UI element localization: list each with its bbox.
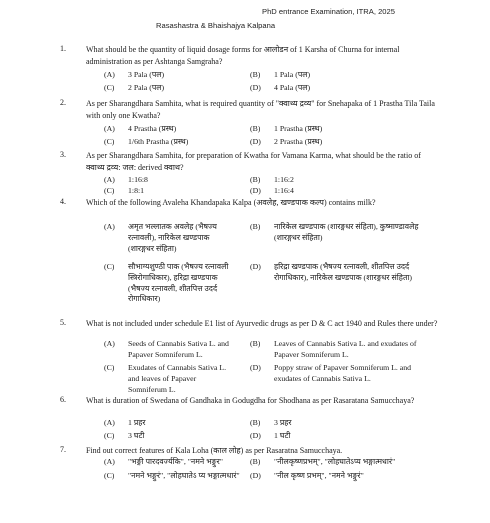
option-label: (C) bbox=[104, 186, 115, 195]
option-text: हरिद्रा खण्डपाक (भैषज्य रत्नावली, शीतपित्त उदर्द रोगाधिकार), नारिकेल खण्डपाक (शारङ्गधर संहिता) bbox=[274, 262, 413, 282]
option-label: (B) bbox=[250, 70, 261, 79]
option-label: (B) bbox=[250, 222, 261, 231]
option-text: 1 Prastha (प्रस्थ) bbox=[274, 124, 323, 133]
question-number: 6. bbox=[60, 395, 66, 404]
option-label: (A) bbox=[104, 418, 115, 427]
option-text: 1:8:1 bbox=[128, 186, 145, 195]
option-text: 1:16:2 bbox=[274, 175, 294, 184]
option-text: 2 Prastha (प्रस्थ) bbox=[274, 137, 323, 146]
option-text: 1/6th Prastha (प्रस्थ) bbox=[128, 137, 189, 146]
question-text: What is duration of Swedana of Gandhaka in Godugdha for Shodhana as per Rasaratana Samucchaya? bbox=[86, 396, 415, 405]
option-text: 1 प्रहर bbox=[128, 418, 146, 427]
option-text: "नील कृष्ण प्रभम्", "नमने भङ्गुरं" bbox=[274, 471, 364, 480]
option-label: (D) bbox=[250, 471, 261, 480]
option-label: (C) bbox=[104, 363, 115, 372]
option-label: (D) bbox=[250, 137, 261, 146]
question-number: 4. bbox=[60, 197, 66, 206]
option-label: (B) bbox=[250, 175, 261, 184]
subject-title: Rasashastra & Bhaishajya Kalpana bbox=[156, 21, 276, 30]
option-label: (A) bbox=[104, 124, 115, 133]
option-label: (D) bbox=[250, 431, 261, 440]
option-text: 1:16:8 bbox=[128, 175, 148, 184]
option-text: 4 Prastha (प्रस्थ) bbox=[128, 124, 177, 133]
question-text: What should be the quantity of liquid dosage forms for आलोडन of 1 Karsha of Churna for internal administration as per Ashtanga Samgraha? bbox=[86, 45, 400, 66]
option-label: (B) bbox=[250, 418, 261, 427]
option-label: (C) bbox=[104, 431, 115, 440]
option-label: (C) bbox=[104, 262, 115, 271]
exam-title: PhD entrance Examination, ITRA, 2025 bbox=[262, 7, 395, 16]
question-text: As per Sharangdhara Samhita, for preparation of Kwatha for Vamana Karma, what should be the ratio of क्वाथ्य द्रव्य: जल: derived क्वाथ? bbox=[86, 151, 421, 172]
option-text: Exudates of Cannabis Sativa L. and leaves of Papaver Somniferum L. bbox=[128, 363, 227, 394]
option-text: 1:16:4 bbox=[274, 186, 294, 195]
option-label: (C) bbox=[104, 83, 115, 92]
option-text: "नीलकृष्णप्रभम्", "लोहघातेऽप्य भङ्गात्मधारं" bbox=[274, 457, 396, 466]
option-text: नारिकेल खण्डपाक (शारङ्गधर संहिता), कुष्माण्डावलेह (शारङ्गधर संहिता) bbox=[274, 222, 419, 242]
question-number: 5. bbox=[60, 318, 66, 327]
option-text: 3 प्रहर bbox=[274, 418, 292, 427]
question-text: What is not included under schedule E1 list of Ayurvedic drugs as per D & C act 1940 and Rules there under? bbox=[86, 319, 438, 328]
option-label: (C) bbox=[104, 137, 115, 146]
option-label: (A) bbox=[104, 175, 115, 184]
option-label: (A) bbox=[104, 222, 115, 231]
question-text: Which of the following Avaleha Khandapaka Kalpa (अवलेह, खण्डपाक कल्प) contains milk? bbox=[86, 198, 376, 207]
option-label: (C) bbox=[104, 471, 115, 480]
option-text: 1 Pala (पल) bbox=[274, 70, 311, 79]
question-text: As per Sharangdhara Samhita, what is required quantity of "क्वाथ्य द्रव्य" for Snehapaka of 1 Prastha Tila Taila with only one Kwatha? bbox=[86, 99, 435, 120]
option-label: (B) bbox=[250, 457, 261, 466]
option-text: "नमने भङ्गुरं", "लोहघातेऽ प्य भङ्गात्मधारं" bbox=[128, 471, 240, 480]
option-text: 3 घटी bbox=[128, 431, 145, 440]
option-label: (A) bbox=[104, 70, 115, 79]
option-text: Leaves of Cannabis Sativa L. and exudates of Papaver Somniferum L. bbox=[274, 339, 417, 359]
question-number: 3. bbox=[60, 150, 66, 159]
option-label: (B) bbox=[250, 124, 261, 133]
option-text: Poppy straw of Papaver Somniferum L. and exudates of Cannabis Sativa L. bbox=[274, 363, 412, 383]
option-text: Seeds of Cannabis Sativa L. and Papaver Somniferum L. bbox=[128, 339, 229, 359]
option-label: (A) bbox=[104, 339, 115, 348]
option-label: (D) bbox=[250, 186, 261, 195]
option-label: (D) bbox=[250, 363, 261, 372]
question-number: 2. bbox=[60, 98, 66, 107]
option-label: (B) bbox=[250, 339, 261, 348]
option-text: 4 Pala (पल) bbox=[274, 83, 311, 92]
option-label: (D) bbox=[250, 262, 261, 271]
option-text: "भङ्गी पारदवर्ज्यकि", "नमने भङ्गुर" bbox=[128, 457, 223, 466]
option-text: 2 Pala (पल) bbox=[128, 83, 165, 92]
question-text: Find out correct features of Kala Loha (काल लोह) as per Rasaratna Samucchaya. bbox=[86, 446, 343, 455]
option-text: 3 Pala (पल) bbox=[128, 70, 165, 79]
option-text: 1 घटी bbox=[274, 431, 291, 440]
option-label: (A) bbox=[104, 457, 115, 466]
question-number: 1. bbox=[60, 44, 66, 53]
question-number: 7. bbox=[60, 445, 66, 454]
option-text: अमृत भल्लातक अवलेह (भैषज्य रत्नावली), नारिकेल खण्डपाक (शारङ्गधर संहिता) bbox=[128, 222, 217, 253]
option-text: सौभाग्यशुण्ठी पाक (भैषज्य रत्नावली स्त्रिरोगाधिकार), हरिद्रा खण्डपाक (भैषज्य रत्नावली, शीतपित्त उदर्द रोगाधिकार) bbox=[128, 262, 229, 304]
option-label: (D) bbox=[250, 83, 261, 92]
